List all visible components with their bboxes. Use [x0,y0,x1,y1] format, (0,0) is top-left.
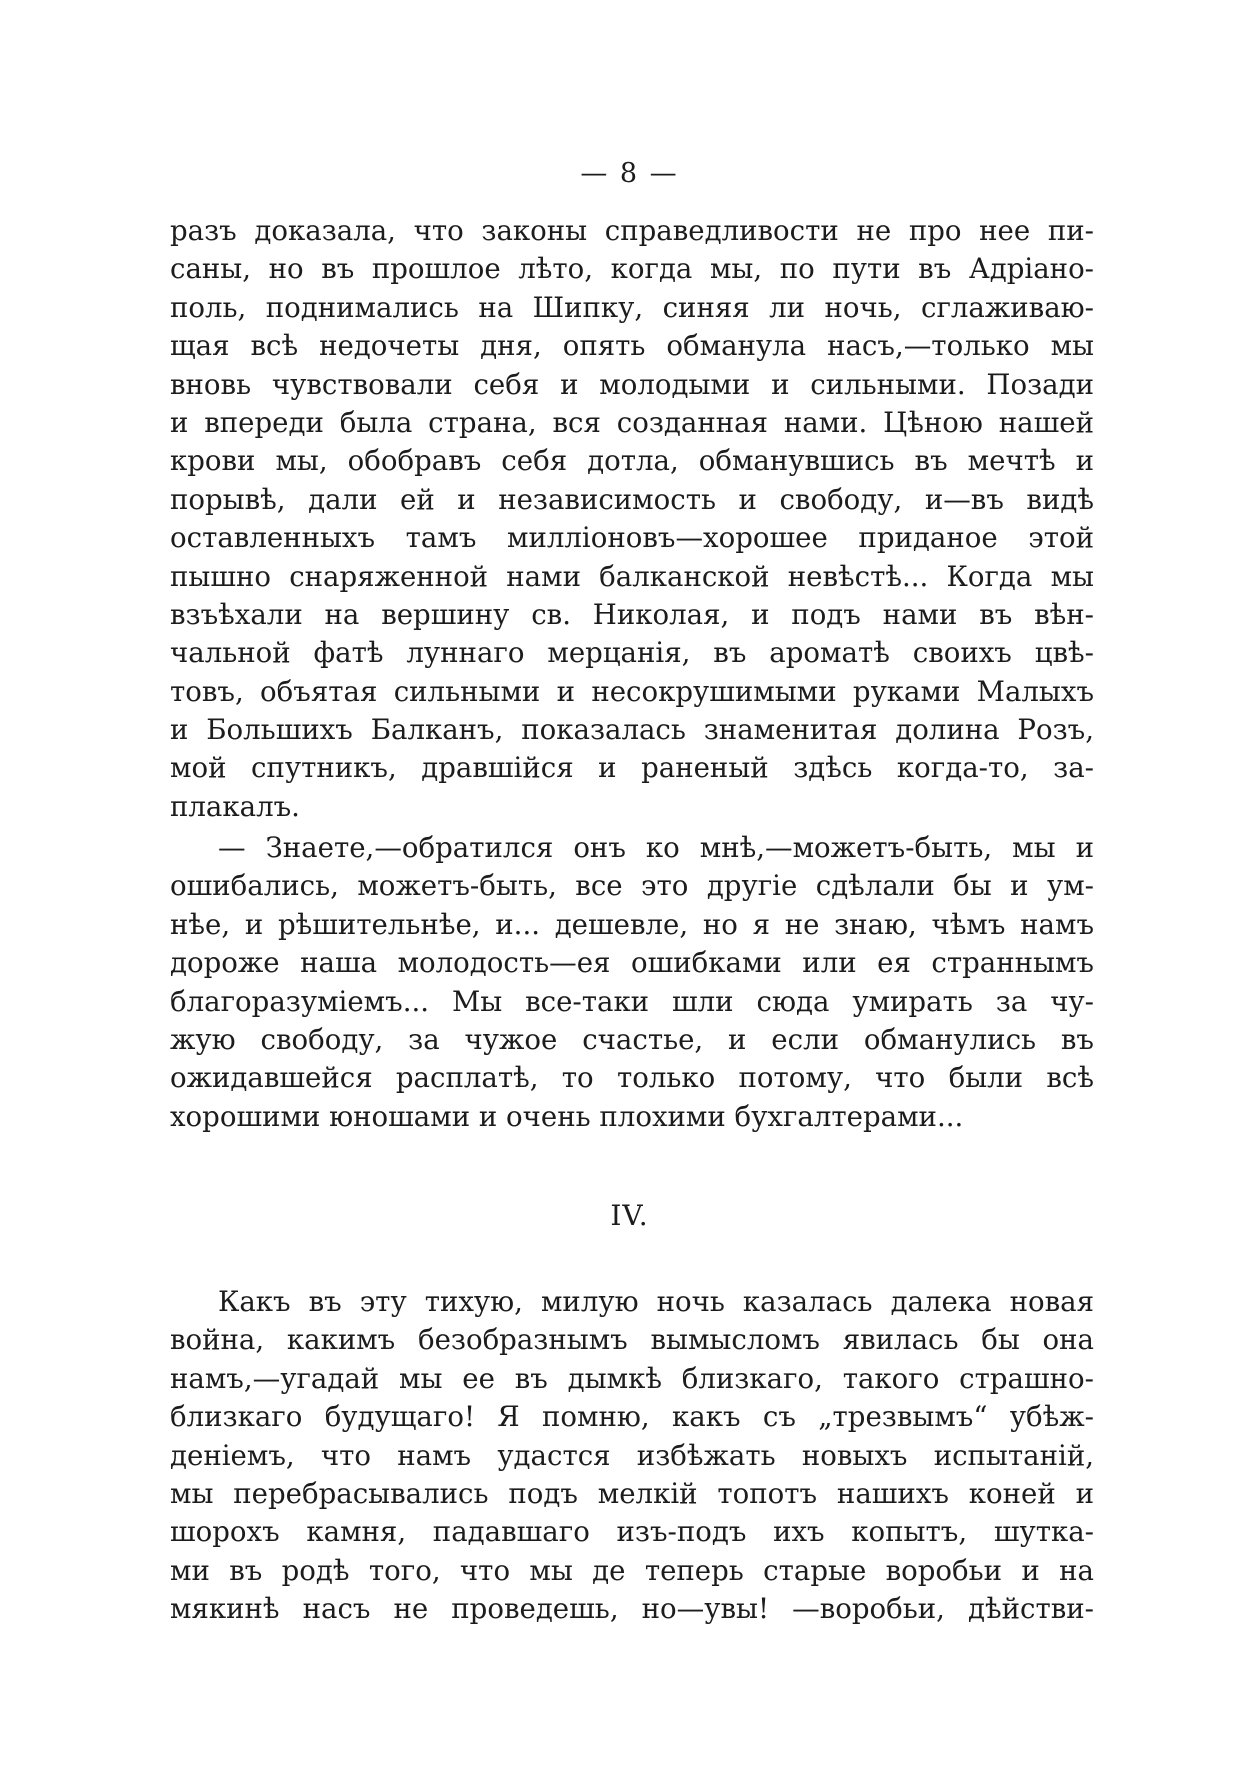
text-line: война, какимъ безобразнымъ вымысломъ явилась бы она [170,1323,1094,1357]
text-line: оставленныхъ тамъ милліоновъ—хорошее приданое этой [170,521,1094,555]
text-line: поль, поднимались на Шипку, синяя ли ночь, сглаживаю- [170,290,1094,324]
text-line: близкаго будущаго! Я помню, какъ съ „трезвымъ“ убѣж- [170,1400,1094,1434]
text-line: нѣе, и рѣшительнѣе, и... дешевле, но я не знаю, чѣмъ намъ [170,907,1094,941]
text-line: благоразуміемъ... Мы все-таки шли сюда умирать за чу- [170,984,1094,1018]
text-line: вновь чувствовали себя и молодыми и сильными. Позади [170,367,1094,401]
text-line: пышно снаряженной нами балканской невѣстѣ... Когда мы [170,559,1094,593]
text-line: щая всѣ недочеты дня, опять обманула насъ,—только мы [170,329,1094,363]
text-line: порывѣ, дали ей и независимость и свободу, и—въ видѣ [170,482,1094,516]
text-line: ожидавшейся расплатѣ, то только потому, что были всѣ [170,1061,1094,1095]
text-line: — Знаете,—обратился онъ ко мнѣ,—можетъ-быть, мы и [218,831,1094,864]
text-line: жую свободу, за чужое счастье, и если обманулись въ [170,1022,1094,1056]
text-line: и впереди была страна, вся созданная нами. Цѣною нашей [170,405,1094,439]
text-line: хорошими юношами и очень плохими бухгалтерами... [170,1099,964,1133]
text-line: мы перебрасывались подъ мелкій топотъ нашихъ коней и [170,1476,1094,1510]
text-line: Какъ въ эту тихую, милую ночь казалась далека новая [218,1285,1094,1318]
text-line: чальной фатѣ луннаго мерцанія, въ ароматѣ своихъ цвѣ- [170,636,1094,670]
text-line: крови мы, обобравъ себя дотла, обманувшись въ мечтѣ и [170,444,1094,478]
text-line: товъ, объятая сильными и несокрушимыми руками Малыхъ [170,674,1094,708]
text-line: мой спутникъ, дравшійся и раненый здѣсь когда-то, за- [170,751,1094,785]
paragraph-2 [170,829,1094,1136]
text-line: разъ доказала, что законы справедливости не про нее пи- [170,214,1094,247]
text-line: плакалъ. [170,789,300,823]
text-line: намъ,—угадай мы ее въ дымкѣ близкаго, такого страшно- [170,1361,1094,1395]
text-line: деніемъ, что намъ удастся избѣжать новыхъ испытаній, [170,1438,1094,1472]
text-line: дороже наша молодость—ея ошибками или ея страннымъ [170,946,1094,980]
text-line: ошибались, можетъ-быть, все это другіе сдѣлали бы и ум- [170,869,1094,903]
text-line: мякинѣ насъ не проведешь, но—увы! —воробьи, дѣйстви- [170,1592,1094,1626]
text-line: взъѣхали на вершину св. Николая, и подъ нами въ вѣн- [170,597,1094,631]
section-heading: IV. [610,1199,649,1232]
text-line: и Большихъ Балканъ, показалась знаменитая долина Розъ, [170,713,1094,747]
text-line: саны, но въ прошлое лѣто, когда мы, по пути въ Адріано- [170,252,1094,286]
text-line: ми въ родѣ того, что мы де теперь старые воробьи и на [170,1553,1094,1587]
paragraph-1 [170,212,1094,826]
page-number: — 8 — [580,158,679,189]
text-line: шорохъ камня, падавшаго изъ-подъ ихъ копытъ, шутка- [170,1515,1094,1549]
paragraph-3 [170,1283,1094,1629]
